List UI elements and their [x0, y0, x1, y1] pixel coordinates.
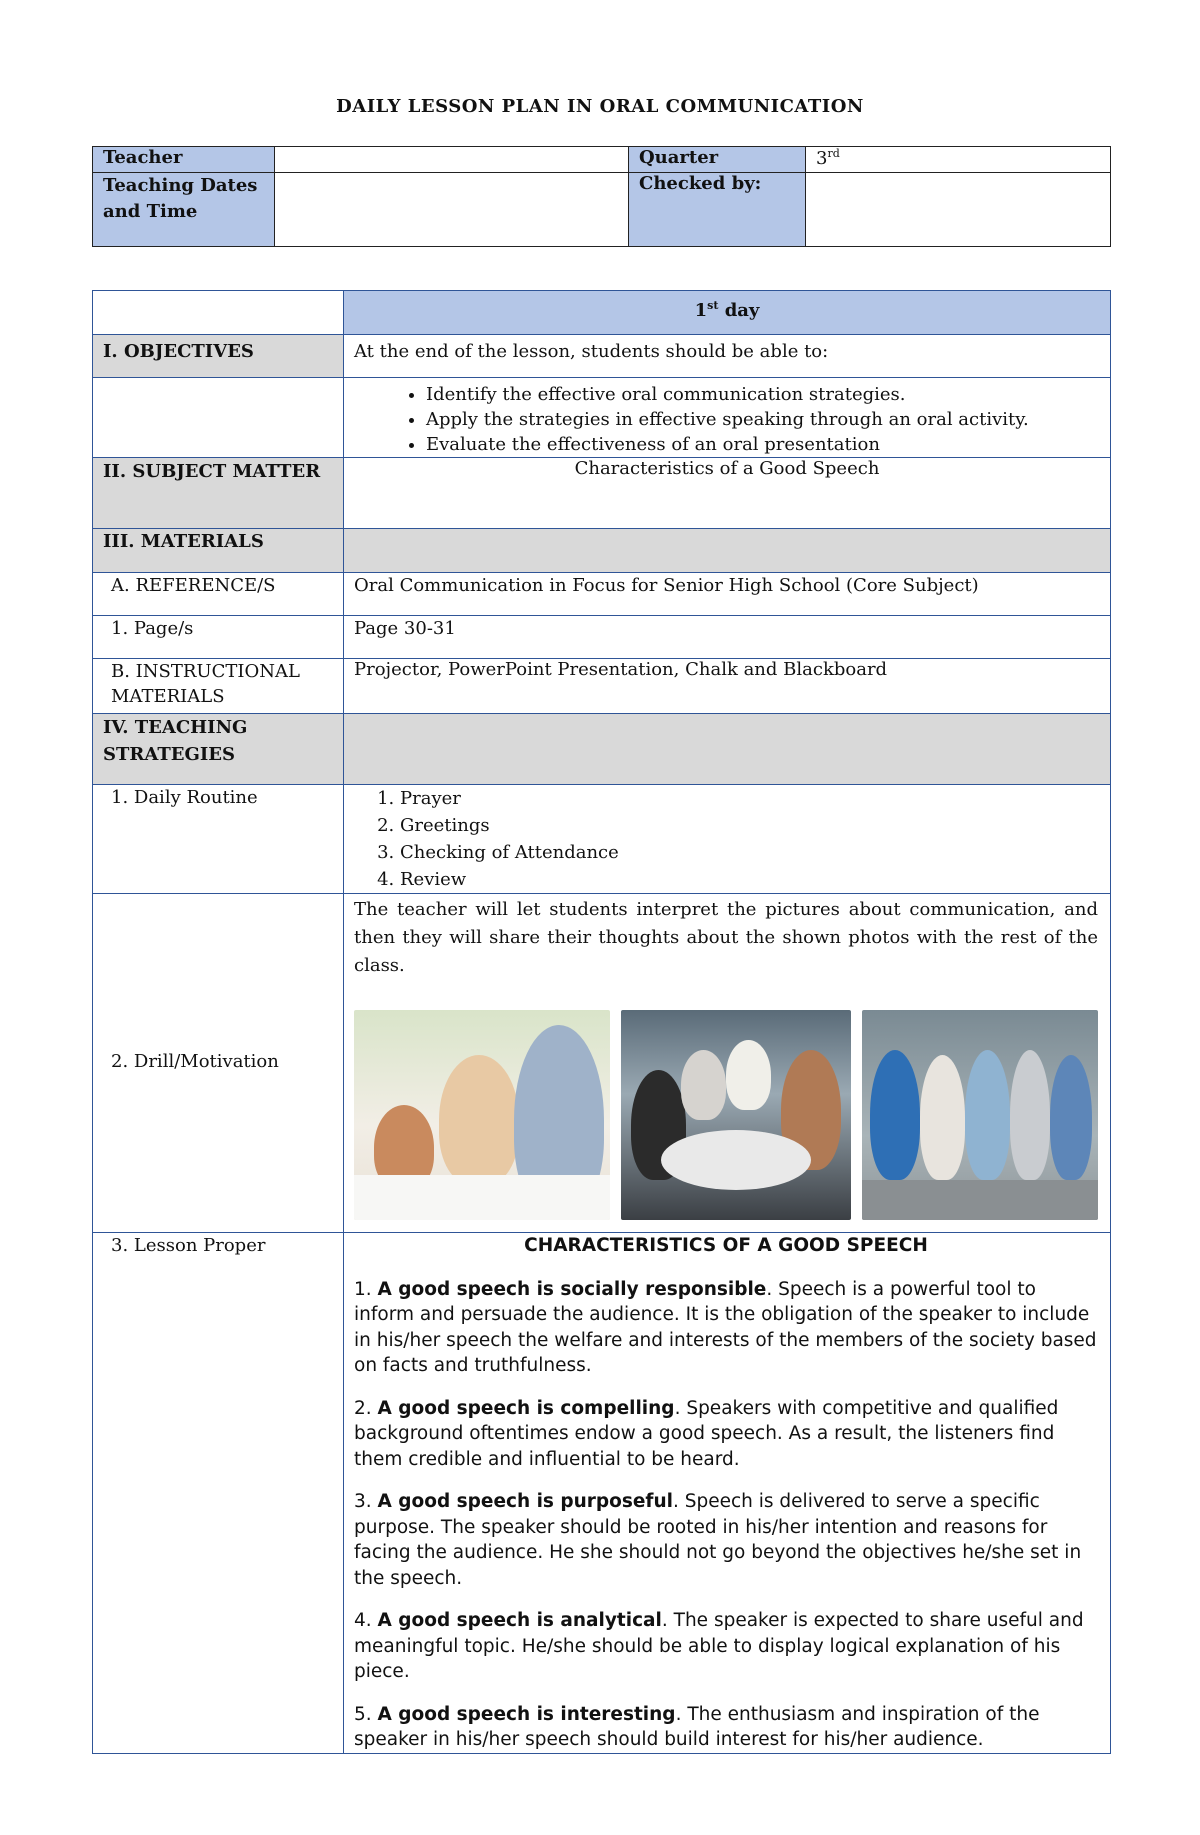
- point-body: . The speaker is expected to share useful and meaningful topic. He/she should be able to display logical explanation of his piece.: [354, 1610, 1084, 1682]
- lesson-point: [354, 1608, 1098, 1685]
- drill-label: 2. Drill/Motivation: [93, 894, 344, 1233]
- objectives-spacer: [93, 378, 344, 458]
- subject-value: Characteristics of a Good Speech: [344, 458, 1111, 529]
- instructional-label: B. INSTRUCTIONAL MATERIALS: [93, 659, 344, 714]
- colleague-figure: [726, 1040, 771, 1110]
- point-heading: A good speech is compelling: [377, 1397, 675, 1419]
- point-number: 1.: [354, 1278, 372, 1300]
- routine-list: [354, 785, 1100, 893]
- instructional-value: Projector, PowerPoint Presentation, Chalk and Blackboard: [344, 659, 1111, 714]
- teen-figure: [920, 1055, 965, 1180]
- family-cooking-photo: [354, 1010, 610, 1220]
- routine-label: 1. Daily Routine: [93, 785, 344, 894]
- materials-label: III. MATERIALS: [93, 529, 344, 573]
- teen-figure: [1050, 1055, 1092, 1180]
- pages-value: Page 30-31: [344, 616, 1111, 659]
- point-body: . Speakers with competitive and qualified background oftentimes endow a good speech. As a result, the listeners find them credible and influential to be heard.: [354, 1397, 1059, 1470]
- teen-figure: [965, 1050, 1010, 1180]
- point-body: . Speech is delivered to serve a specific purpose. The speaker should be rooted in his/her intention and reasons for facing the audience. He she should not go beyond the objectives he/she set in the speech.: [354, 1491, 1082, 1589]
- objective-item: • Apply the strategies in effective speaking through an oral activity.: [426, 407, 1100, 432]
- point-body: . Speech is a powerful tool to inform and persuade the audience. It is the obligation of the speaker to include in his/her speech the welfare and interests of the members of the society based on facts and truthfulness.: [354, 1278, 1097, 1376]
- point-heading: A good speech is socially responsible: [377, 1278, 767, 1300]
- lesson-point: [354, 1489, 1098, 1591]
- point-body: . The enthusiasm and inspiration of the speaker in his/her speech should build interest for his/her audience.: [354, 1703, 1040, 1750]
- lesson-point: [354, 1277, 1098, 1379]
- routine-cell: [344, 785, 1111, 894]
- teen-figure: [870, 1050, 920, 1180]
- reference-value: Oral Communication in Focus for Senior High School (Core Subject): [344, 573, 1111, 616]
- document-title: DAILY LESSON PLAN IN ORAL COMMUNICATION: [336, 96, 864, 117]
- stone-wall: [862, 1180, 1098, 1220]
- quarter-label: Quarter: [629, 147, 806, 173]
- subject-label: II. SUBJECT MATTER: [93, 458, 344, 529]
- dates-value: [275, 173, 629, 247]
- drill-cell: [344, 894, 1111, 1233]
- objectives-intro: At the end of the lesson, students should be able to:: [344, 335, 1111, 378]
- routine-item: 3. Checking of Attendance: [400, 839, 1100, 866]
- mother-figure: [439, 1055, 519, 1185]
- lesson-point: [354, 1702, 1098, 1753]
- quarter-suffix: rd: [827, 147, 840, 160]
- lesson-plan-table: [92, 290, 1111, 1754]
- lesson-proper-cell: [344, 1233, 1111, 1754]
- routine-item: 4. Review: [400, 866, 1100, 893]
- point-number: 5.: [354, 1703, 372, 1725]
- pages-label: 1. Page/s: [93, 616, 344, 659]
- objectives-label: I. OBJECTIVES: [93, 335, 344, 378]
- objective-item: • Evaluate the effectiveness of an oral presentation: [426, 432, 1100, 457]
- teacher-value: [275, 147, 629, 173]
- meeting-table: [661, 1130, 811, 1190]
- day-header: [344, 291, 1111, 335]
- teen-figure: [1010, 1050, 1050, 1180]
- point-number: 2.: [354, 1397, 372, 1419]
- point-heading: A good speech is analytical: [377, 1610, 662, 1631]
- kitchen-counter: [354, 1175, 610, 1220]
- checked-label: Checked by:: [629, 173, 806, 247]
- quarter-value: [806, 147, 1111, 173]
- lesson-point: [354, 1396, 1098, 1473]
- reference-label: A. REFERENCE/S: [93, 573, 344, 616]
- strategies-label: IV. TEACHING STRATEGIES: [93, 714, 344, 785]
- lesson-title: CHARACTERISTICS OF A GOOD SPEECH: [524, 1235, 928, 1256]
- strategies-blank: [344, 714, 1111, 785]
- lesson-proper-label: 3. Lesson Proper: [93, 1233, 344, 1754]
- day-number: 1: [694, 300, 708, 321]
- photo-row: [354, 1010, 1098, 1220]
- point-heading: A good speech is interesting: [377, 1703, 676, 1725]
- materials-blank: [344, 529, 1111, 573]
- day-suffix: st: [707, 299, 719, 312]
- point-heading: A good speech is purposeful: [377, 1491, 673, 1512]
- teacher-label: Teacher: [93, 147, 275, 173]
- objective-item: • Identify the effective oral communication strategies.: [426, 382, 1100, 407]
- office-meeting-photo: [621, 1010, 851, 1220]
- routine-item: 2. Greetings: [400, 812, 1100, 839]
- point-number: 4.: [354, 1610, 372, 1631]
- quarter-number: 3: [816, 148, 828, 169]
- header-table: [92, 146, 1111, 247]
- checked-value: [806, 173, 1111, 247]
- point-number: 3.: [354, 1491, 372, 1512]
- dates-label: Teaching Dates and Time: [93, 173, 275, 247]
- routine-item: 1. Prayer: [400, 785, 1100, 812]
- day-label: day: [724, 300, 760, 321]
- colleague-figure: [681, 1050, 726, 1120]
- corner-cell: [93, 291, 344, 335]
- objectives-list-cell: [344, 378, 1111, 458]
- teen-friends-photo: [862, 1010, 1098, 1220]
- objectives-list: [354, 382, 1100, 457]
- drill-text: The teacher will let students interpret the pictures about communication, and then they will share their thoughts about the shown photos with the rest of the class.: [354, 899, 1098, 976]
